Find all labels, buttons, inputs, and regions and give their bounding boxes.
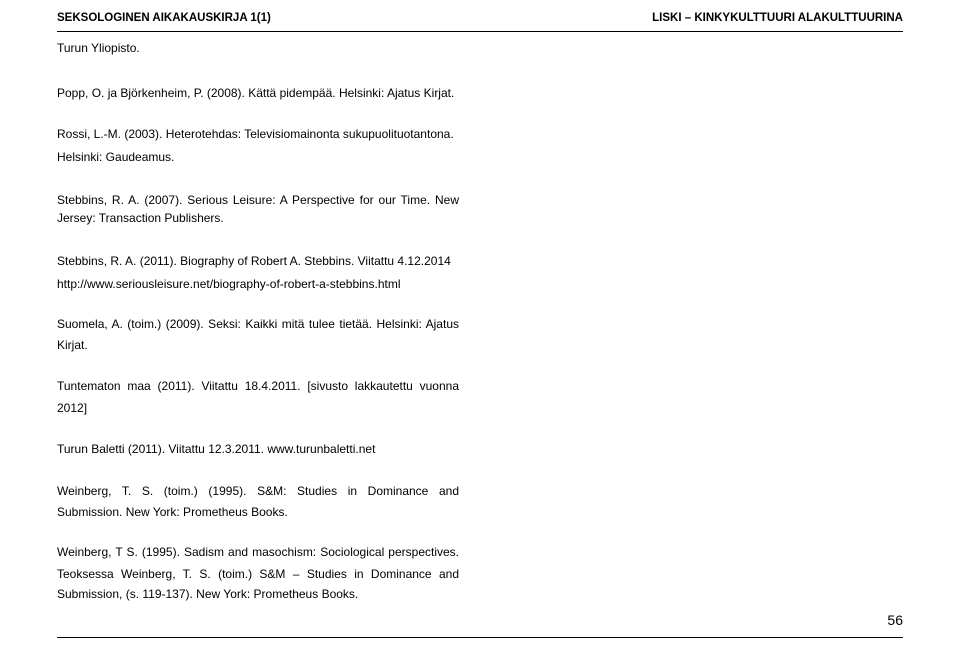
header-rule — [57, 31, 903, 32]
page-number: 56 — [887, 612, 903, 628]
reference-line: Teoksessa Weinberg, T. S. (toim.) S&M – Studies in Dominance and — [57, 567, 459, 581]
reference-line: Popp, O. ja Björkenheim, P. (2008). Kättä pidempää. Helsinki: Ajatus Kirjat. — [57, 86, 455, 100]
reference-line: Submission. New York: Prometheus Books. — [57, 505, 288, 519]
reference-line: Weinberg, T S. (1995). Sadism and masochism: Sociological perspectives. — [57, 545, 459, 559]
article-title: LISKI – KINKYKULTTUURI ALAKULTTUURINA — [652, 12, 903, 24]
reference-line: Jersey: Transaction Publishers. — [57, 211, 224, 225]
reference-line: Suomela, A. (toim.) (2009). Seksi: Kaikki mitä tulee tietää. Helsinki: Ajatus — [57, 317, 459, 331]
reference-line: Helsinki: Gaudeamus. — [57, 150, 175, 164]
reference-line: Rossi, L.-M. (2003). Heterotehdas: Televisiomainonta sukupuolituotantona. — [57, 127, 454, 141]
reference-line: Stebbins, R. A. (2011). Biography of Robert A. Stebbins. Viitattu 4.12.2014 — [57, 254, 451, 268]
reference-line: Submission, (s. 119-137). New York: Prometheus Books. — [57, 587, 359, 601]
journal-title: SEKSOLOGINEN AIKAKAUSKIRJA 1(1) — [57, 12, 271, 24]
reference-line: Tuntematon maa (2011). Viitattu 18.4.2011. [sivusto lakkautettu vuonna — [57, 379, 459, 393]
reference-line: 2012] — [57, 401, 88, 415]
reference-line: Turun Baletti (2011). Viitattu 12.3.2011. www.turunbaletti.net — [57, 442, 376, 456]
reference-line: Turun Yliopisto. — [57, 41, 140, 55]
running-header — [57, 12, 903, 30]
footer-rule — [57, 637, 903, 638]
reference-line: Weinberg, T. S. (toim.) (1995). S&M: Studies in Dominance and — [57, 484, 459, 498]
reference-line: Stebbins, R. A. (2007). Serious Leisure: A Perspective for our Time. New — [57, 193, 459, 207]
reference-line: Kirjat. — [57, 338, 88, 352]
reference-line: http://www.seriousleisure.net/biography-of-robert-a-stebbins.html — [57, 277, 401, 291]
